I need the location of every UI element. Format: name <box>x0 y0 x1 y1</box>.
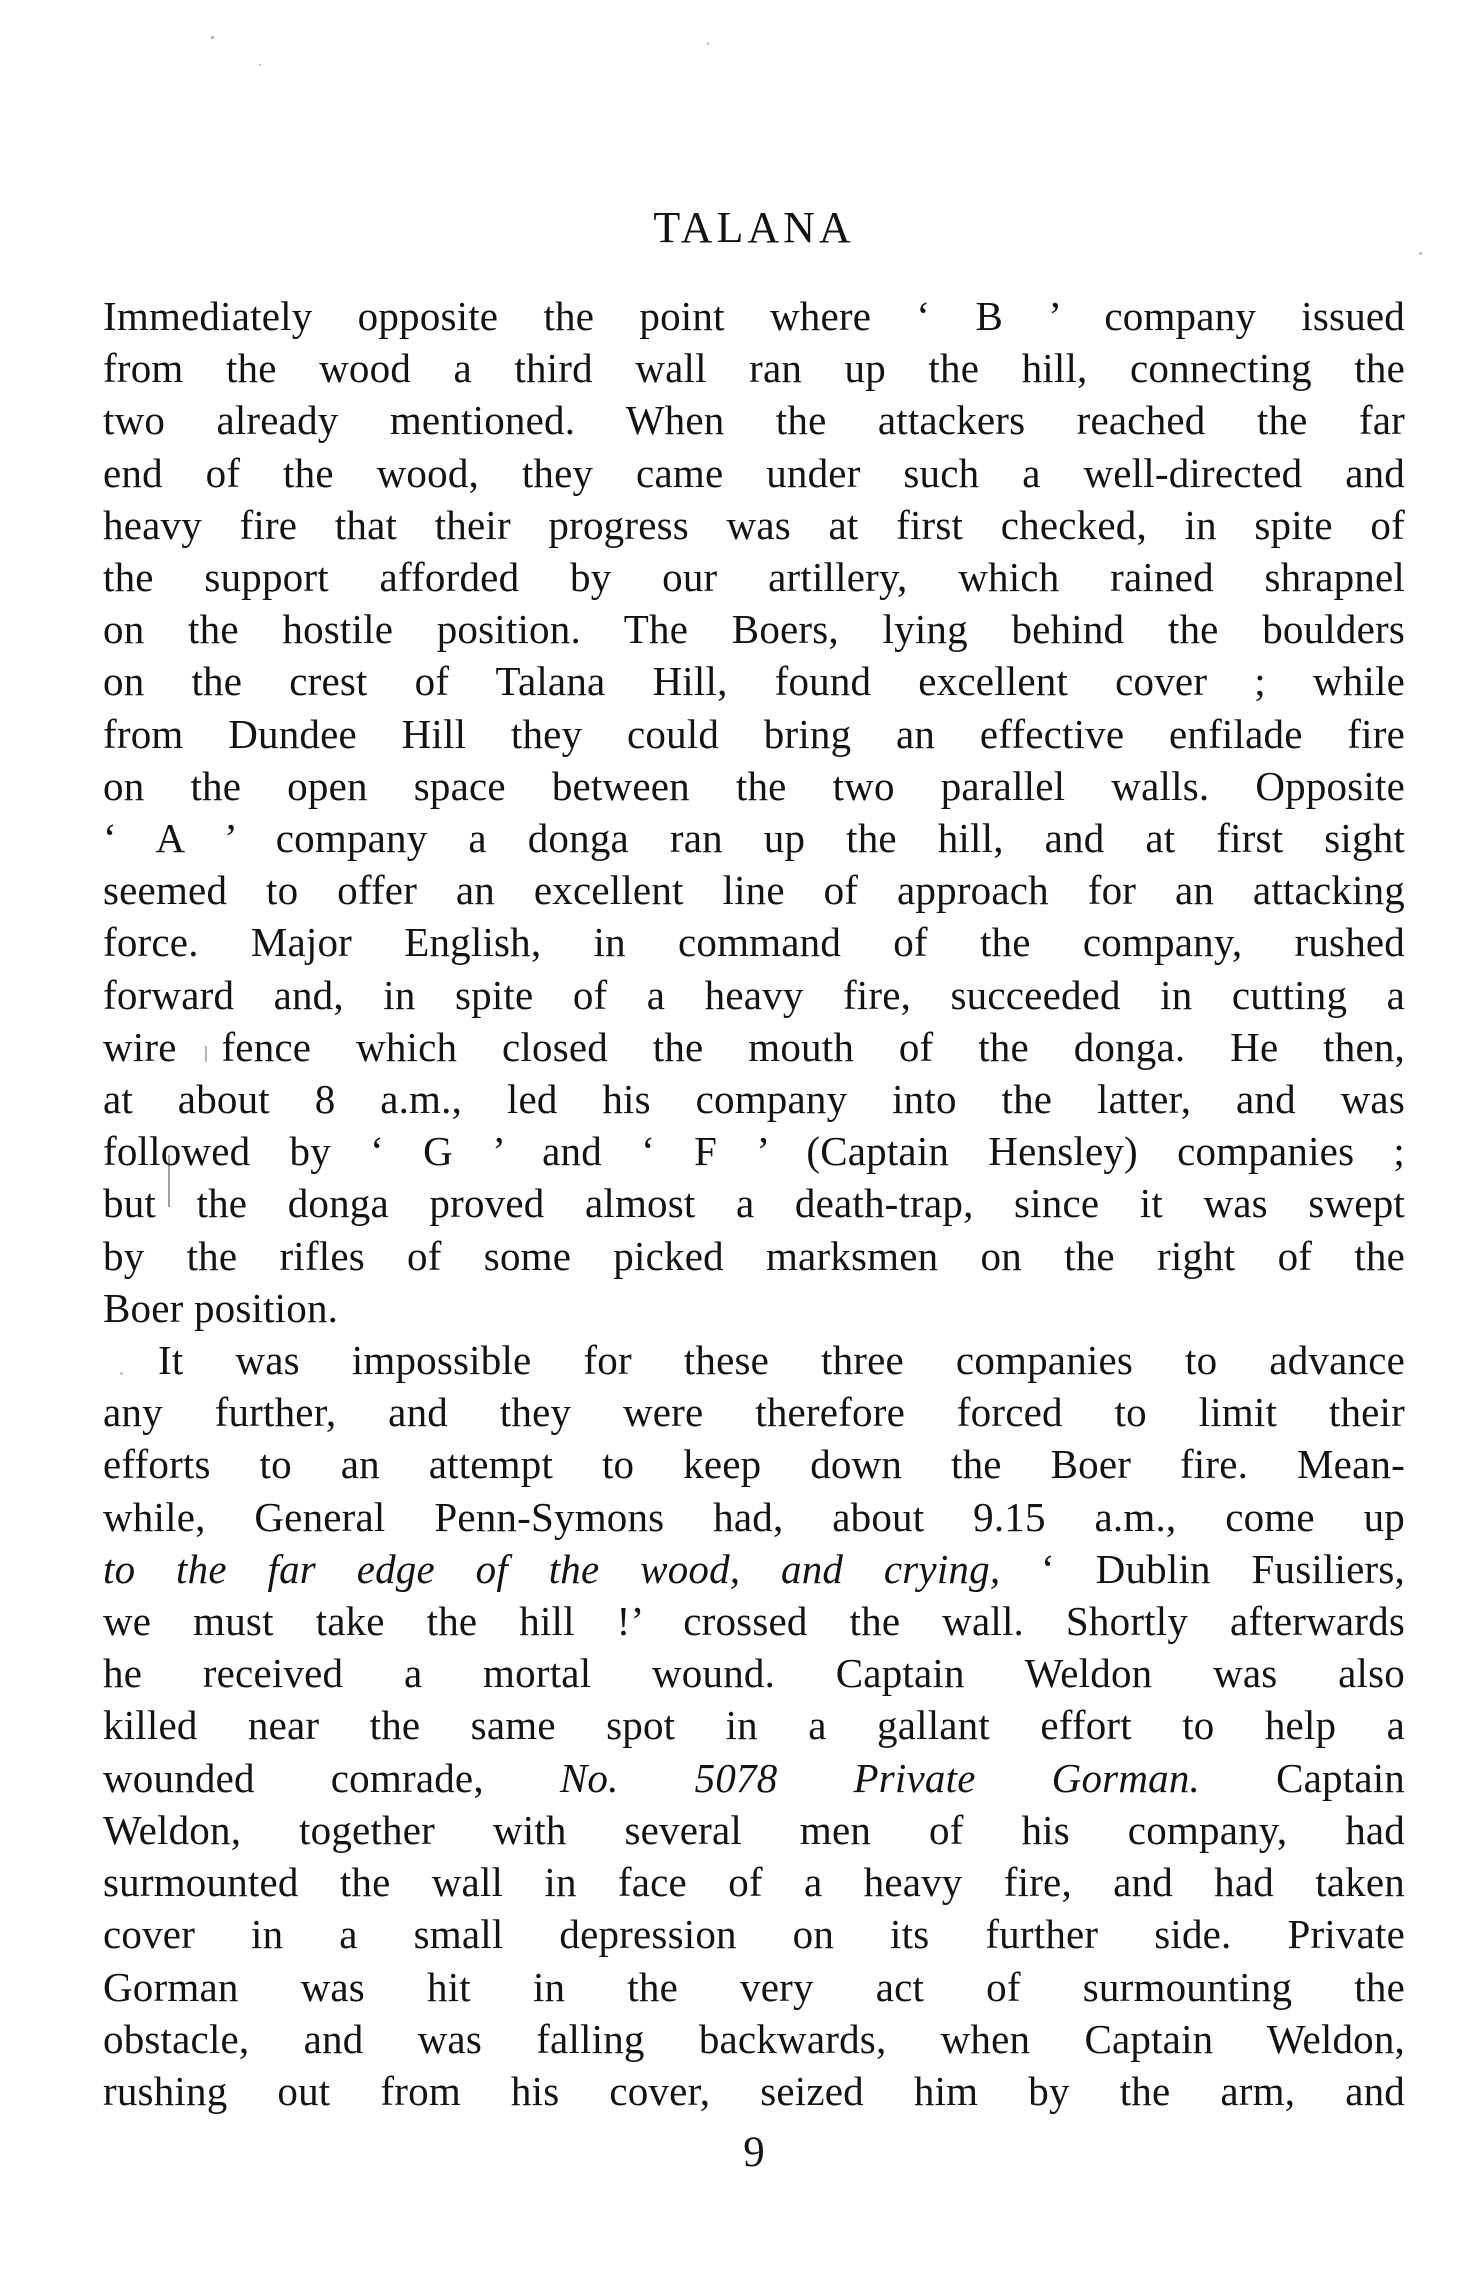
text-line <box>103 1699 1405 1751</box>
scan-speck <box>1419 252 1422 255</box>
text-segment: Gorman was hit in the very act of surmounting the <box>103 1963 1405 2010</box>
text-line <box>103 394 1405 446</box>
text-line <box>103 1543 1405 1595</box>
text-segment: wire fence which closed the mouth of the donga. He then, <box>103 1023 1405 1070</box>
text-segment: but the donga proved almost a death-trap, since it was swept <box>103 1180 1405 1227</box>
text-segment: while, General Penn-Symons had, about 9.15 a.m., come up <box>103 1493 1405 1540</box>
page-title: TALANA <box>653 203 855 252</box>
text-body <box>103 290 1405 2117</box>
italic-text-segment: No. 5078 Private Gorman. <box>559 1754 1200 1801</box>
text-segment: Captain <box>1200 1754 1406 1801</box>
text-line <box>103 2065 1405 2117</box>
text-segment: heavy fire that their progress was at first checked, in spite of <box>103 501 1405 548</box>
text-line <box>103 290 1405 342</box>
text-segment: ‘ Dublin Fusiliers, <box>1041 1545 1405 1592</box>
text-line <box>103 1230 1405 1282</box>
text-line <box>103 760 1405 812</box>
text-segment: two already mentioned. When the attackers reached the far <box>103 397 1405 444</box>
text-line <box>103 1386 1405 1438</box>
text-line <box>103 1647 1405 1699</box>
text-line <box>103 603 1405 655</box>
page-number: 9 <box>743 2129 765 2177</box>
text-segment: forward and, in spite of a heavy fire, succeeded in cutting a <box>103 971 1405 1018</box>
text-line <box>103 969 1405 1021</box>
text-segment: efforts to an attempt to keep down the Boer fire. Mean- <box>103 1441 1405 1488</box>
text-line <box>103 1961 1405 2013</box>
text-line <box>103 447 1405 499</box>
text-segment: surmounted the wall in face of a heavy fire, and had taken <box>103 1859 1405 1906</box>
text-line <box>103 1804 1405 1856</box>
text-line <box>103 1073 1405 1125</box>
italic-text-segment: to the far edge of the wood, and crying, <box>103 1545 1042 1592</box>
text-line <box>103 655 1405 707</box>
text-segment: cover in a small depression on its further side. Private <box>103 1911 1405 1958</box>
text-segment: the support afforded by our artillery, which rained shrapnel <box>103 554 1405 601</box>
text-segment: from the wood a third wall ran up the hill, connecting the <box>103 345 1405 392</box>
text-line <box>103 708 1405 760</box>
text-line <box>103 551 1405 603</box>
text-segment: rushing out from his cover, seized him by the arm, and <box>103 2067 1405 2114</box>
text-segment: by the rifles of some picked marksmen on the right of the <box>103 1232 1405 1279</box>
text-segment: we must take the hill !’ crossed the wall. Shortly afterwards <box>103 1598 1405 1645</box>
text-block <box>103 0 1405 2177</box>
text-line <box>103 1334 1405 1386</box>
text-line <box>103 1752 1405 1804</box>
text-segment: seemed to offer an excellent line of approach for an attacking <box>103 867 1405 914</box>
text-line <box>103 2013 1405 2065</box>
text-line <box>103 812 1405 864</box>
text-segment: followed by ‘ G ’ and ‘ F ’ (Captain Hensley) companies ; <box>103 1128 1405 1175</box>
text-segment: ‘ A ’ company a donga ran up the hill, and at first sight <box>103 815 1405 862</box>
text-segment: Boer position. <box>103 1284 339 1331</box>
text-segment: wounded comrade, <box>103 1754 560 1801</box>
text-line <box>103 1177 1405 1229</box>
text-segment: any further, and they were therefore forced to limit their <box>103 1389 1405 1436</box>
text-line <box>103 342 1405 394</box>
text-line <box>103 1282 1405 1334</box>
text-segment: on the crest of Talana Hill, found excellent cover ; while <box>103 658 1405 705</box>
text-segment: obstacle, and was falling backwards, when Captain Weldon, <box>103 2015 1405 2062</box>
text-segment: on the open space between the two parallel walls. Opposite <box>103 762 1405 809</box>
text-segment: killed near the same spot in a gallant effort to help a <box>103 1702 1405 1749</box>
text-line <box>103 1491 1405 1543</box>
text-line <box>103 1595 1405 1647</box>
text-segment: Immediately opposite the point where ‘ B ’ company issued <box>103 293 1405 339</box>
text-line <box>103 916 1405 968</box>
text-line <box>103 1021 1405 1073</box>
text-line <box>103 1125 1405 1177</box>
text-line <box>103 1908 1405 1960</box>
text-segment: from Dundee Hill they could bring an effective enfilade fire <box>103 710 1405 757</box>
text-segment: end of the wood, they came under such a well-directed and <box>103 449 1405 496</box>
text-segment: at about 8 a.m., led his company into the latter, and was <box>103 1076 1405 1123</box>
text-segment: It was impossible for these three companies to advance <box>158 1337 1405 1384</box>
text-segment: he received a mortal wound. Captain Weldon was also <box>103 1650 1405 1697</box>
text-segment: on the hostile position. The Boers, lying behind the boulders <box>103 606 1405 653</box>
text-line <box>103 864 1405 916</box>
text-line <box>103 499 1405 551</box>
text-segment: Weldon, together with several men of his company, had <box>103 1806 1405 1853</box>
text-segment: force. Major English, in command of the company, rushed <box>103 919 1405 966</box>
text-line <box>103 1438 1405 1490</box>
text-line <box>103 1856 1405 1908</box>
